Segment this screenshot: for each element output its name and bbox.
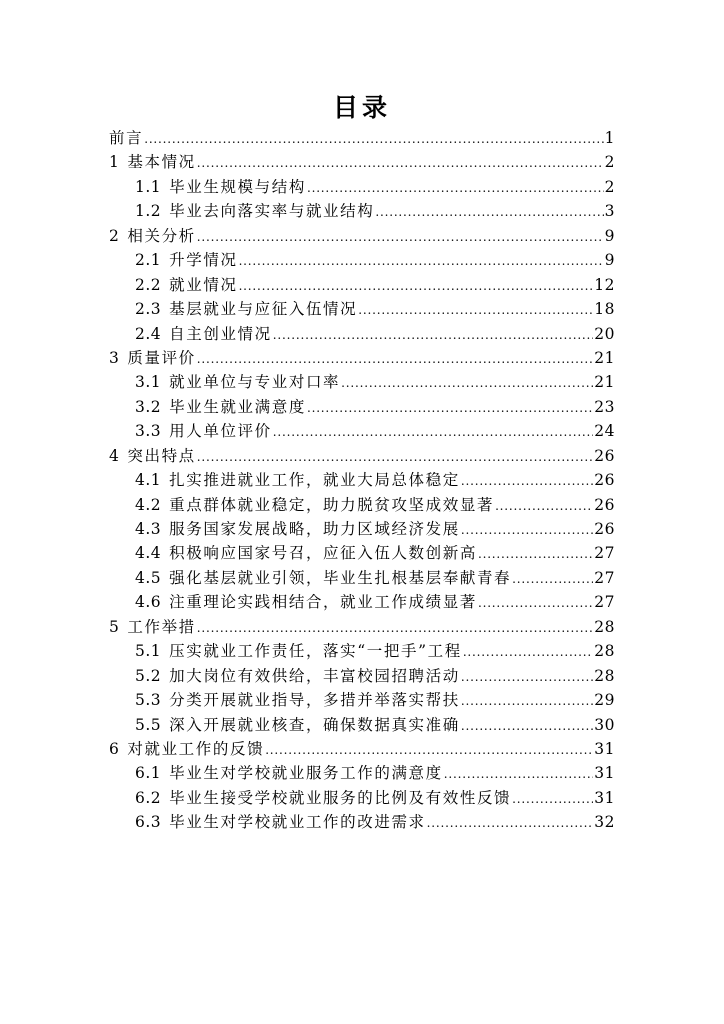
toc-entry-number: 3.2 [135, 397, 162, 416]
toc-entry-text: 分类开展就业指导，多措并举落实帮扶 [169, 691, 460, 710]
toc-entry[interactable] [109, 126, 615, 150]
toc-entry-label [135, 322, 272, 344]
toc-entry-label [135, 590, 477, 612]
toc-entry-label [135, 713, 460, 735]
toc-entry-label [135, 493, 494, 515]
toc-entry-label [109, 224, 196, 246]
toc-subentry[interactable] [109, 175, 615, 199]
toc-page-number: 1 [604, 129, 615, 147]
toc-page-number: 27 [594, 593, 615, 612]
toc-page-number: 28 [594, 642, 615, 661]
toc-page-number: 2 [604, 153, 615, 172]
dot-leader [239, 254, 604, 268]
dot-leader [444, 767, 594, 781]
toc-page-number: 31 [594, 788, 615, 807]
toc-entry-number: 2.1 [135, 251, 162, 270]
dot-leader [307, 401, 593, 415]
toc-entry-number: 3 [109, 348, 120, 367]
dot-leader [461, 670, 593, 684]
toc-entry-number: 4.5 [135, 568, 162, 587]
toc-entry-number: 1 [109, 153, 120, 172]
dot-leader [197, 450, 593, 464]
toc-entry-label [109, 737, 264, 759]
toc-entry-number: 6 [109, 739, 120, 758]
toc-page-number: 12 [594, 275, 615, 294]
toc-page-number: 27 [594, 544, 615, 563]
toc-entry-number: 6.3 [135, 813, 162, 832]
dot-leader [265, 743, 593, 757]
toc-page-number: 32 [594, 813, 615, 832]
toc-subentry[interactable] [109, 810, 615, 834]
toc-page-number: 21 [594, 373, 615, 392]
toc-subentry[interactable] [109, 199, 615, 223]
dot-leader [495, 499, 593, 513]
toc-entry-label [135, 273, 238, 295]
toc-entry-number: 5 [109, 617, 120, 636]
toc-entry-text: 就业情况 [169, 275, 238, 294]
toc-entry-label [135, 786, 511, 808]
dot-leader [478, 547, 593, 561]
toc-entry-text: 对就业工作的反馈 [127, 739, 265, 758]
toc-entry-number: 2.2 [135, 275, 162, 294]
toc-entry-text: 毕业生接受学校就业服务的比例及有效性反馈 [169, 788, 512, 807]
toc-page-number: 29 [594, 691, 615, 710]
toc-entry-label [135, 810, 426, 832]
toc-page-number: 26 [594, 520, 615, 538]
toc-entry-number: 3.1 [135, 373, 162, 392]
toc-entry-number: 2.3 [135, 300, 162, 319]
toc-entry[interactable] [109, 615, 615, 639]
toc-subentry[interactable] [109, 639, 615, 663]
dot-leader [512, 792, 593, 806]
toc-entry-label [135, 395, 306, 417]
dot-leader [197, 230, 604, 244]
toc-entry-number: 4.1 [135, 471, 162, 490]
toc-entry-text: 强化基层就业引领，毕业生扎根基层奉献青春 [169, 568, 512, 587]
toc-subentry[interactable] [109, 590, 615, 614]
toc-entry-number: 5.3 [135, 691, 162, 710]
toc-entry-text: 毕业生就业满意度 [169, 397, 306, 416]
dot-leader [144, 132, 603, 146]
toc-page-number: 18 [594, 300, 615, 319]
toc-entry-text: 毕业生对学校就业工作的改进需求 [169, 813, 426, 832]
toc-subentry[interactable] [109, 688, 615, 712]
toc-entry-number: 3.3 [135, 422, 162, 441]
toc-entry-text: 基层就业与应征入伍情况 [169, 300, 358, 319]
toc-entry-label [135, 761, 443, 783]
toc-entry[interactable] [109, 150, 615, 174]
toc-page-number: 20 [594, 324, 615, 343]
toc-entry-label [135, 688, 460, 710]
toc-entry-label [135, 664, 460, 686]
dot-leader [461, 719, 593, 733]
toc-entry-text: 服务国家发展战略，助力区域经济发展 [169, 520, 460, 538]
toc-entry-label [135, 517, 460, 539]
toc-entry-text: 积极响应国家号召，应征入伍人数创新高 [169, 544, 477, 563]
toc-entry-label [109, 126, 143, 148]
dot-leader [512, 572, 593, 586]
toc-entry-number: 4.6 [135, 593, 162, 612]
toc-entry-text: 压实就业工作责任，落实“一把手”工程 [169, 642, 462, 661]
toc-page-number: 9 [604, 251, 615, 270]
page-title: 目录 [332, 93, 391, 122]
toc-entry[interactable] [109, 224, 615, 248]
toc-entry-label [135, 419, 272, 441]
toc-subentry[interactable] [109, 517, 615, 541]
toc-subentry[interactable] [109, 664, 615, 688]
toc-entry-label [109, 346, 196, 368]
toc-entry-label [135, 175, 306, 197]
toc-entry-number: 2 [109, 226, 120, 245]
toc-entry-label [135, 566, 511, 588]
toc-entry-label [135, 639, 462, 661]
toc-subentry[interactable] [109, 493, 615, 517]
toc-entry-label [109, 615, 196, 637]
toc-entry-text: 质量评价 [127, 348, 196, 367]
toc-entry-number: 4 [109, 446, 120, 465]
table-of-contents [109, 126, 615, 835]
toc-page-number: 26 [594, 471, 615, 490]
toc-entry-label [135, 468, 460, 490]
toc-subentry[interactable] [109, 761, 615, 785]
toc-entry-number: 4.4 [135, 544, 162, 563]
toc-subentry[interactable] [109, 297, 615, 321]
toc-entry-text: 工作举措 [127, 617, 196, 636]
dot-leader [307, 181, 604, 195]
toc-entry-label [135, 541, 477, 563]
dot-leader [197, 156, 604, 170]
toc-entry[interactable] [109, 346, 615, 370]
toc-subentry[interactable] [109, 395, 615, 419]
toc-entry-label [135, 297, 357, 319]
toc-entry-label [135, 199, 374, 221]
toc-subentry[interactable] [109, 541, 615, 565]
toc-entry-text: 用人单位评价 [169, 422, 272, 441]
dot-leader [358, 303, 593, 317]
toc-entry-label [109, 150, 196, 172]
toc-subentry[interactable] [109, 322, 615, 346]
toc-entry-text: 相关分析 [127, 226, 196, 245]
toc-page-number: 2 [604, 177, 615, 196]
toc-entry-text: 基本情况 [127, 153, 196, 172]
toc-page-number: 21 [594, 348, 615, 367]
dot-leader [239, 279, 594, 293]
toc-entry-number: 4.3 [135, 520, 162, 538]
toc-page-number: 23 [594, 397, 615, 416]
toc-page-number: 30 [594, 715, 615, 734]
toc-entry-number: 5.1 [135, 642, 162, 661]
dot-leader [197, 621, 593, 635]
toc-subentry[interactable] [109, 273, 615, 297]
dot-leader [461, 523, 593, 537]
toc-entry-number: 1.1 [135, 177, 162, 196]
toc-entry-text: 毕业去向落实率与就业结构 [169, 202, 375, 221]
dot-leader [341, 376, 593, 390]
toc-entry-text: 注重理论实践相结合，就业工作成绩显著 [169, 593, 477, 612]
dot-leader [461, 474, 593, 488]
toc-page-number: 31 [594, 739, 615, 758]
dot-leader [461, 694, 593, 708]
dot-leader [197, 352, 593, 366]
toc-entry-text: 就业单位与专业对口率 [169, 373, 341, 392]
toc-page-number: 31 [594, 764, 615, 783]
toc-subentry[interactable] [109, 786, 615, 810]
toc-entry-number: 6.2 [135, 788, 162, 807]
toc-entry-text: 重点群体就业稳定，助力脱贫攻坚成效显著 [169, 495, 495, 514]
toc-entry-text: 突出特点 [127, 446, 196, 465]
toc-entry-text: 毕业生对学校就业服务工作的满意度 [169, 764, 443, 783]
toc-page-number: 9 [604, 226, 615, 245]
toc-entry[interactable] [109, 444, 615, 468]
toc-entry-text: 加大岗位有效供给，丰富校园招聘活动 [169, 666, 460, 685]
toc-entry-text: 升学情况 [169, 251, 238, 270]
toc-entry-text: 毕业生规模与结构 [169, 177, 306, 196]
toc-entry-label [135, 248, 238, 270]
toc-entry-text: 前言 [109, 129, 144, 147]
toc-entry-text: 自主创业情况 [169, 324, 272, 343]
toc-page-number: 26 [594, 446, 615, 465]
toc-subentry[interactable] [109, 370, 615, 394]
toc-subentry[interactable] [109, 566, 615, 590]
toc-entry-label [135, 370, 340, 392]
toc-page-number: 26 [594, 495, 615, 514]
toc-entry-text: 扎实推进就业工作，就业大局总体稳定 [169, 471, 460, 490]
dot-leader [478, 596, 593, 610]
toc-entry-number: 2.4 [135, 324, 162, 343]
toc-entry[interactable] [109, 737, 615, 761]
toc-subentry[interactable] [109, 248, 615, 272]
toc-entry-number: 6.1 [135, 764, 162, 783]
toc-page-number: 3 [604, 202, 615, 221]
toc-entry-number: 4.2 [135, 495, 162, 514]
toc-entry-text: 深入开展就业核查，确保数据真实准确 [169, 715, 460, 734]
toc-subentry[interactable] [109, 468, 615, 492]
dot-leader [375, 205, 603, 219]
toc-entry-label [109, 444, 196, 466]
dot-leader [463, 645, 593, 659]
toc-subentry[interactable] [109, 713, 615, 737]
toc-entry-number: 5.5 [135, 715, 162, 734]
toc-page-number: 28 [594, 617, 615, 636]
dot-leader [273, 425, 594, 439]
toc-entry-number: 1.2 [135, 202, 162, 221]
dot-leader [427, 816, 594, 830]
toc-page-number: 28 [594, 666, 615, 685]
toc-subentry[interactable] [109, 419, 615, 443]
dot-leader [273, 328, 594, 342]
toc-page-number: 24 [594, 422, 615, 441]
toc-entry-number: 5.2 [135, 666, 162, 685]
toc-page-number: 27 [594, 568, 615, 587]
